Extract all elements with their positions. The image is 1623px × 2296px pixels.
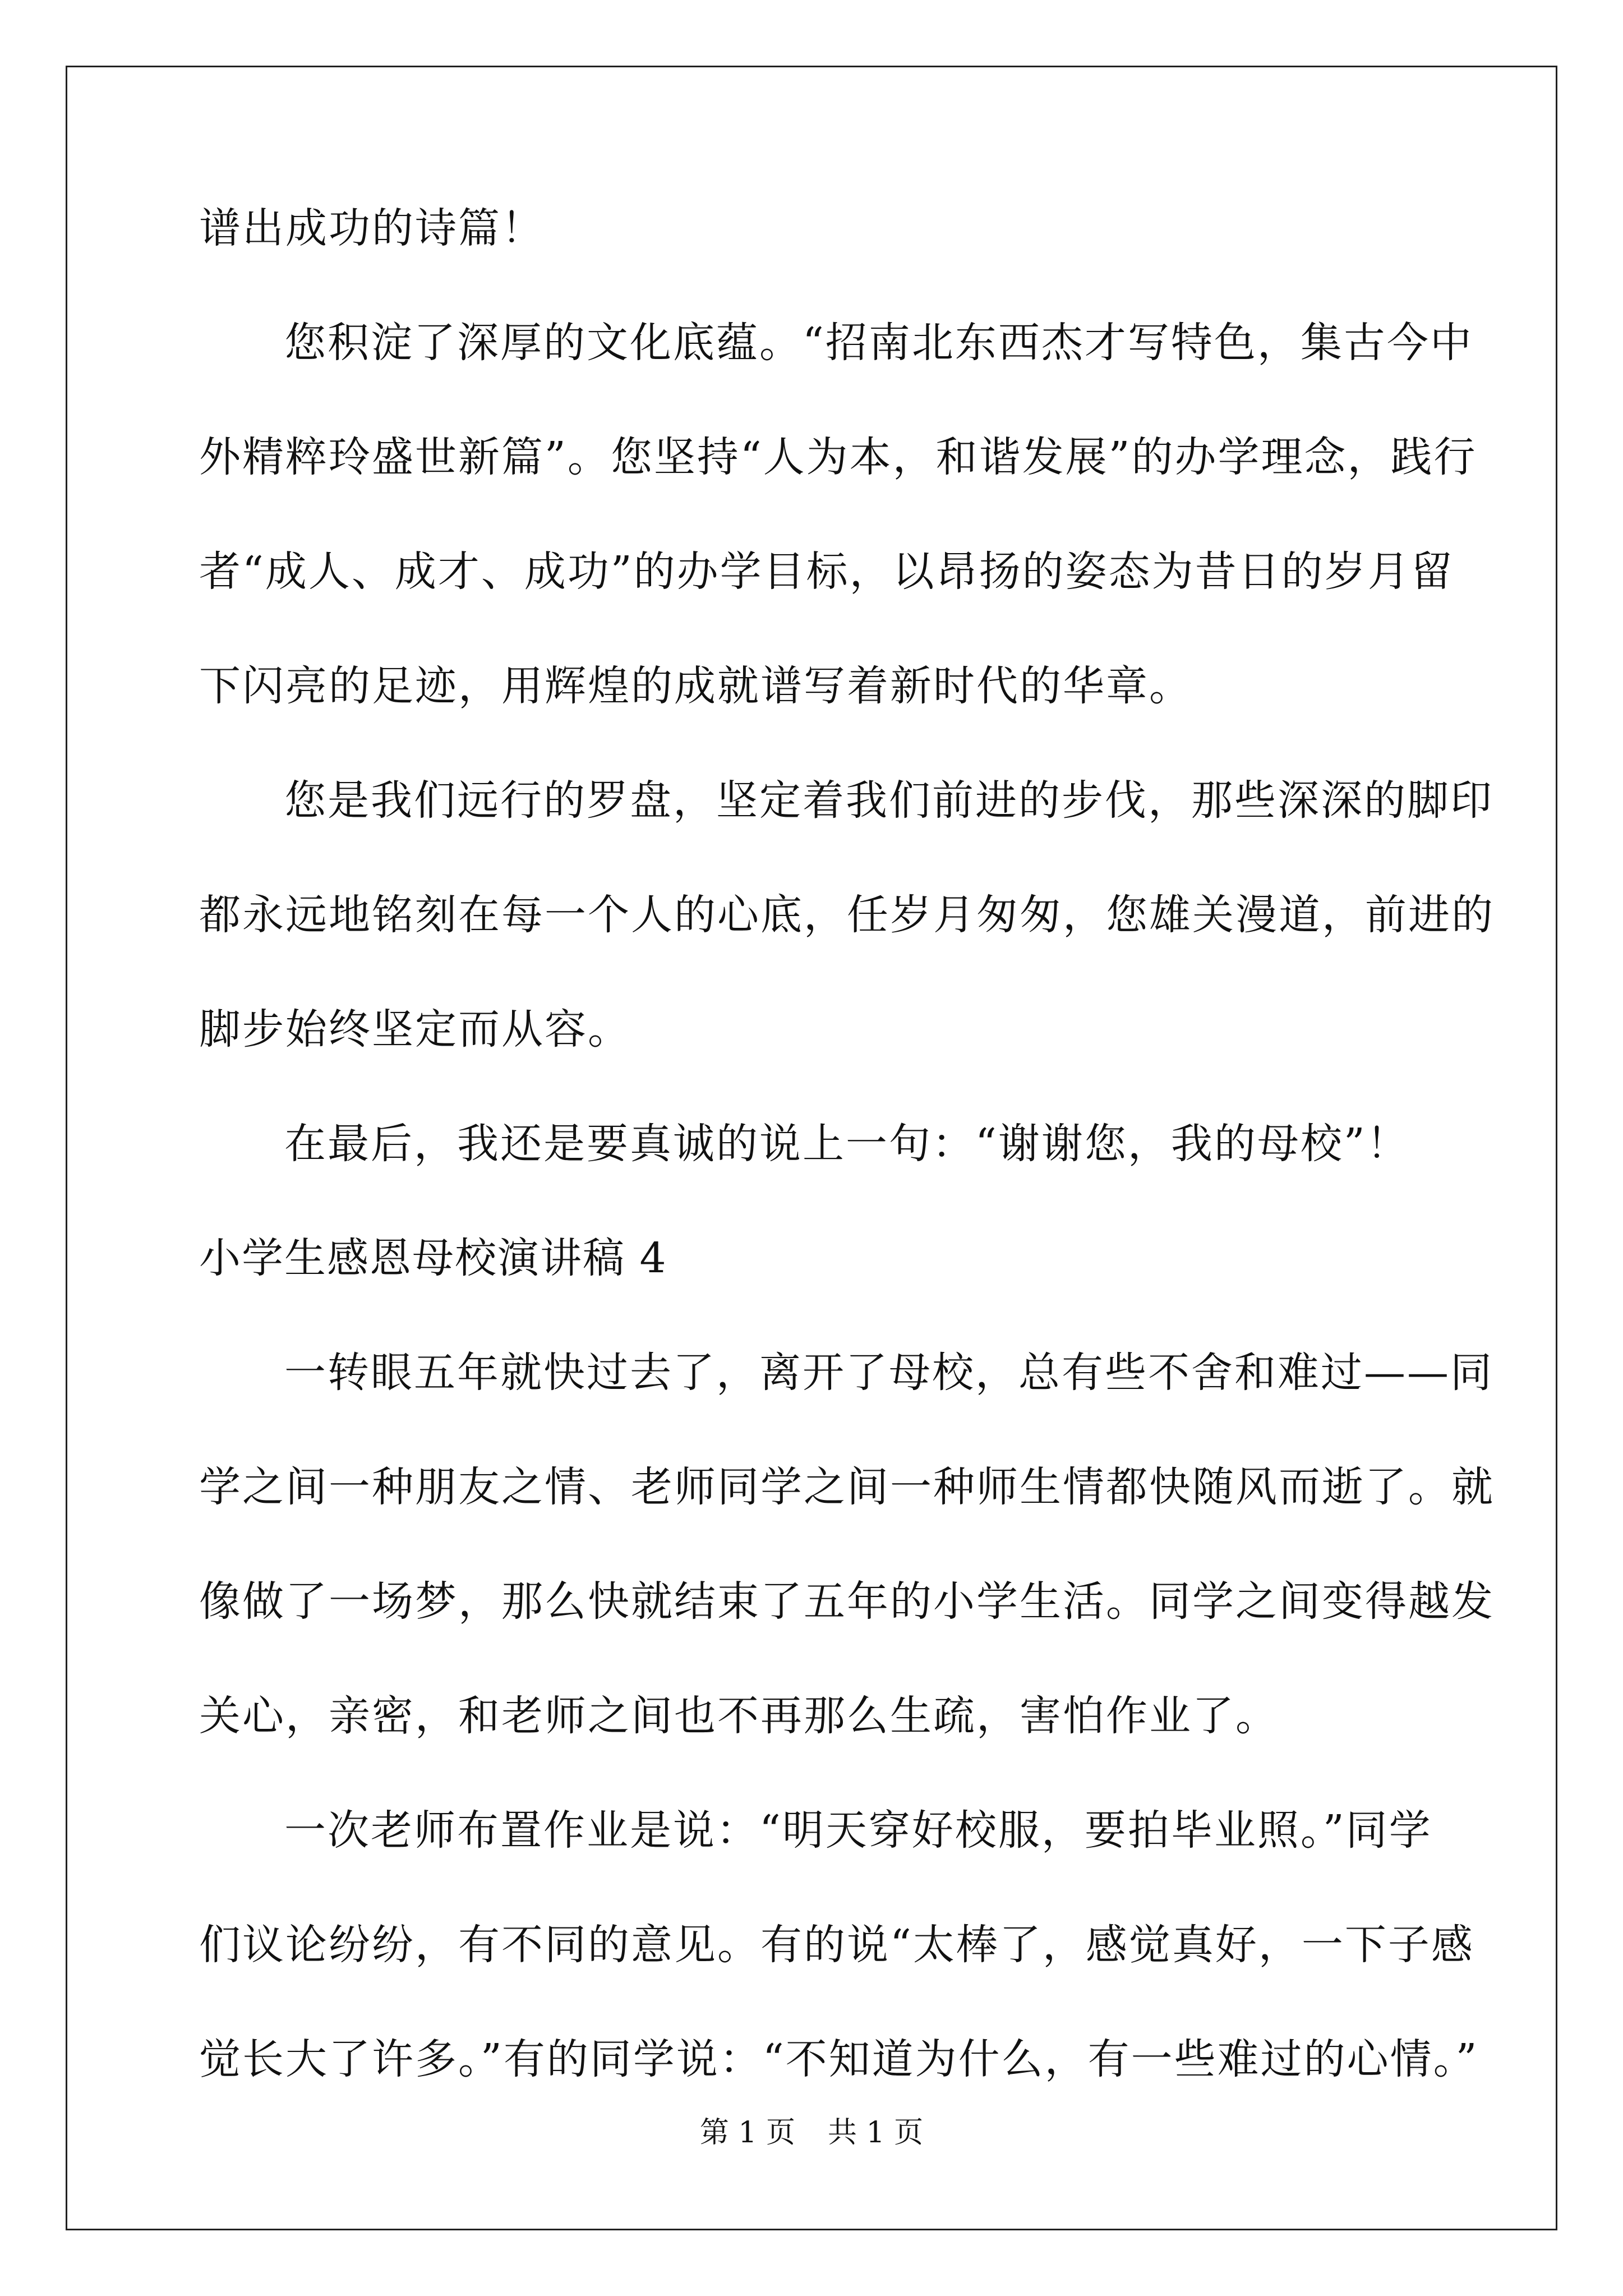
text-line: 外精粹玲盛世新篇”。您坚持“人为本，和谐发展”的办学理念，践行 bbox=[199, 433, 1477, 481]
paragraph-first-line: 您积淀了深厚的文化底蕴。“招南北东西杰才写特色，集古今中 bbox=[284, 319, 1473, 367]
page-number: 第 1 页 bbox=[699, 2116, 795, 2150]
paragraph-first-line: 您是我们远行的罗盘，坚定着我们前进的步伐，那些深深的脚印 bbox=[284, 776, 1493, 825]
text-line: 觉长大了许多。”有的同学说：“不知道为什么，有一些难过的心情。” bbox=[199, 2035, 1479, 2083]
text-line: 者“成人、成才、成功”的办学目标，以昂扬的姿态为昔日的岁月留 bbox=[199, 547, 1454, 596]
section-heading: 小学生感恩母校演讲稿 4 bbox=[199, 1234, 667, 1282]
text-line: 学之间一种朋友之情、老师同学之间一种师生情都快随风而逝了。就 bbox=[199, 1463, 1495, 1511]
text-line: 都永远地铭刻在每一个人的心底，任岁月匆匆，您雄关漫道，前进的 bbox=[199, 891, 1495, 939]
text-line: 谱出成功的诗篇！ bbox=[199, 204, 545, 252]
text-line: 们议论纷纷，有不同的意见。有的说“太棒了，感觉真好，一下子感 bbox=[199, 1921, 1474, 1969]
paragraph-first-line: 一转眼五年就快过去了，离开了母校，总有些不舍和难过——同 bbox=[284, 1349, 1493, 1397]
text-line: 关心，亲密，和老师之间也不再那么生疏，害怕作业了。 bbox=[199, 1692, 1279, 1740]
paragraph-first-line: 一次老师布置作业是说：“明天穿好校服，要拍毕业照。”同学 bbox=[284, 1806, 1432, 1855]
text-line: 像做了一场梦，那么快就结束了五年的小学生活。同学之间变得越发 bbox=[199, 1577, 1495, 1626]
page-count: 共 1 页 bbox=[828, 2116, 924, 2150]
document-body bbox=[199, 204, 1495, 2153]
text-line: 下闪亮的足迹，用辉煌的成就谱写着新时代的华章。 bbox=[199, 662, 1192, 710]
paragraph-first-line: 在最后，我还是要真诚的说上一句：“谢谢您，我的母校”！ bbox=[284, 1120, 1410, 1168]
page-footer bbox=[0, 2116, 1623, 2150]
text-line: 脚步始终坚定而从容。 bbox=[199, 1005, 631, 1053]
